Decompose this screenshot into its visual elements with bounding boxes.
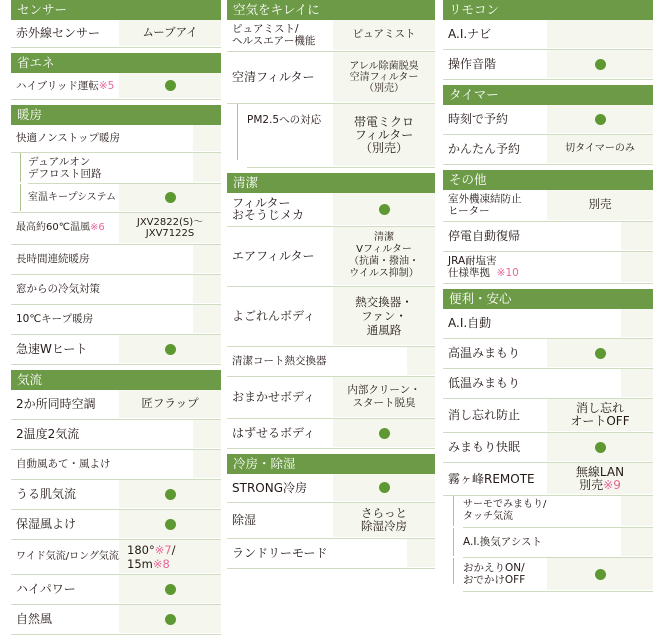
spec-value <box>119 540 221 573</box>
section-timer <box>443 85 653 165</box>
footnote-mark: ※10 <box>496 267 519 279</box>
spec-value: 熱交換器・ ファン・ 通風路 <box>355 295 413 337</box>
spec-label <box>227 104 333 166</box>
filled-circle-icon <box>379 428 390 439</box>
spec-value: JXV2822(S)～ JXV7122S <box>136 217 204 239</box>
spec-label: 赤外線センサー <box>11 20 119 46</box>
spec-row <box>11 245 221 275</box>
spec-value: 清潔 Vフィルター （抗菌・撥油・ ウイルス抑制） <box>349 232 419 279</box>
spec-row <box>227 474 435 503</box>
section-clean-air <box>227 0 435 168</box>
filled-circle-icon <box>595 348 606 359</box>
spec-label: 操作音階 <box>443 50 547 78</box>
spec-row <box>227 503 435 539</box>
spec-row <box>11 125 221 153</box>
spec-label: 保湿風よけ <box>11 510 119 538</box>
value-text: 別売 <box>579 477 604 492</box>
label-text: PM2.5への対応 <box>247 114 322 126</box>
filled-circle-icon <box>165 519 176 530</box>
spec-row <box>227 20 435 52</box>
section-heating <box>11 105 221 365</box>
column-3 <box>443 0 653 592</box>
spec-label: 室外機凍結防止 ヒーター <box>443 190 547 220</box>
spec-label: 長時間連続暖房 <box>11 245 193 273</box>
spec-value <box>547 463 653 494</box>
spec-row <box>11 305 221 335</box>
spec-row <box>443 135 653 165</box>
section-convenience <box>443 289 653 592</box>
section-sensor <box>11 0 221 48</box>
label-text: JRA耐塩害 仕様準拠 <box>448 255 497 279</box>
spec-value: 切タイマーのみ <box>565 143 635 155</box>
spec-row <box>443 558 653 592</box>
spec-value <box>547 558 653 590</box>
spec-label: 2温度2気流 <box>11 420 193 448</box>
value-line: 無線LAN <box>575 464 625 479</box>
spec-value <box>119 575 221 603</box>
spec-row <box>11 153 221 184</box>
filled-circle-icon <box>379 204 390 215</box>
spec-row <box>443 105 653 135</box>
spec-value <box>119 73 221 98</box>
spec-value <box>333 474 435 501</box>
spec-row <box>443 252 653 284</box>
spec-label: 10℃キープ暖房 <box>11 305 193 333</box>
filled-circle-icon <box>165 584 176 595</box>
spec-row <box>11 540 221 575</box>
spec-value <box>547 50 653 78</box>
section-title-energy: 省エネ <box>11 53 221 73</box>
label-text: デュアルオン デフロスト回路 <box>28 155 102 180</box>
spec-value <box>547 433 653 461</box>
value-line <box>127 557 170 571</box>
label-text: 室温キープシステム <box>28 191 117 203</box>
spec-label: みまもり快眠 <box>443 433 547 461</box>
spec-row <box>11 510 221 540</box>
spec-value <box>333 419 435 447</box>
filled-circle-icon <box>165 80 176 91</box>
value-line <box>579 479 621 492</box>
footnote-mark: ※7 <box>154 542 172 557</box>
spec-row <box>227 419 435 449</box>
spec-row <box>443 339 653 369</box>
spec-label: 消し忘れ防止 <box>443 399 547 431</box>
spec-label: 停電自動復帰 <box>443 222 621 250</box>
spec-value <box>119 184 221 211</box>
label-text: サーモでみまもり/ タッチ気流 <box>463 499 547 522</box>
spec-label: STRONG冷房 <box>227 474 333 501</box>
spec-row <box>11 575 221 605</box>
section-title-clean-air: 空気をキレイに <box>227 0 435 20</box>
spec-label: ワイド気流/ロング気流 <box>11 540 119 573</box>
filled-circle-icon <box>165 614 176 625</box>
spec-row <box>11 605 221 635</box>
spec-row <box>443 50 653 80</box>
filled-circle-icon <box>595 114 606 125</box>
spec-value: 匠フラップ <box>141 396 199 411</box>
spec-value <box>119 510 221 538</box>
column-1 <box>11 0 221 635</box>
filled-circle-icon <box>595 59 606 70</box>
spec-label: フィルター おそうじメカ <box>227 193 333 225</box>
spec-label: おまかせボディ <box>227 377 333 417</box>
spec-row <box>11 335 221 365</box>
spec-value: アレル除菌脱臭 空清フィルター （別売） <box>349 60 419 94</box>
section-title-airflow: 気流 <box>11 370 221 390</box>
spec-value: 帯電ミクロ フィルター （別売） <box>353 114 414 155</box>
label-text: おかえりON/ おでかけOFF <box>463 562 526 586</box>
spec-row <box>443 190 653 222</box>
spec-value <box>333 193 435 225</box>
spec-label: 自然風 <box>11 605 119 633</box>
spec-label: 快適ノンストップ暖房 <box>11 125 193 151</box>
spec-label <box>11 153 193 182</box>
section-title-cleanliness: 清潔 <box>227 173 435 193</box>
section-energy <box>11 53 221 100</box>
spec-label: 清潔コート熱交換器 <box>227 347 407 375</box>
spec-label: 空清フィルター <box>227 52 333 102</box>
spec-value <box>119 605 221 633</box>
spec-label: A.I.ナビ <box>443 20 547 48</box>
spec-row <box>443 369 653 399</box>
spec-row <box>443 528 653 558</box>
spec-label: ピュアミスト/ ヘルスエアー機能 <box>227 20 333 50</box>
spec-value: さらっと 除湿冷房 <box>361 506 407 533</box>
spec-row <box>11 184 221 213</box>
spec-row <box>443 496 653 528</box>
value-text: 180° <box>127 542 155 557</box>
spec-label: 窓からの冷気対策 <box>11 275 193 303</box>
spec-row <box>11 480 221 510</box>
section-cool-dry <box>227 454 435 569</box>
section-title-convenience: 便利・安心 <box>443 289 653 309</box>
spec-value: ピュアミスト <box>352 28 416 41</box>
spec-row <box>227 52 435 104</box>
spec-row <box>227 287 435 347</box>
spec-row <box>11 390 221 420</box>
spec-label: エアフィルター <box>227 227 333 285</box>
spec-label <box>443 558 547 590</box>
spec-value: 消し忘れ オートOFF <box>570 401 630 428</box>
spec-label <box>443 528 621 556</box>
filled-circle-icon <box>595 569 606 580</box>
spec-label: 急速Wヒート <box>11 335 119 363</box>
spec-label: はずせるボディ <box>227 419 333 447</box>
section-title-cool-dry: 冷房・除湿 <box>227 454 435 474</box>
spec-label <box>443 496 621 526</box>
label-text: ハイブリッド運転 <box>16 79 99 92</box>
spec-row <box>443 222 653 252</box>
section-cleanliness <box>227 173 435 449</box>
value-text: 15m <box>127 556 153 571</box>
spec-label: 自動風あて・風よけ <box>11 450 193 478</box>
spec-row <box>227 193 435 227</box>
spec-label: 低温みまもり <box>443 369 621 397</box>
label-text: 最高約60℃温風 <box>16 222 90 233</box>
spec-label: かんたん予約 <box>443 135 547 163</box>
spec-label: 時刻で予約 <box>443 105 547 133</box>
filled-circle-icon <box>165 489 176 500</box>
spec-label: 霧ヶ峰REMOTE <box>443 463 547 494</box>
spec-row <box>11 275 221 305</box>
filled-circle-icon <box>379 482 390 493</box>
spec-label <box>11 184 119 211</box>
spec-label: 高温みまもり <box>443 339 547 367</box>
spec-row <box>227 377 435 419</box>
spec-value <box>547 105 653 133</box>
spec-label: A.I.自動 <box>443 309 621 337</box>
spec-row <box>227 227 435 287</box>
footnote-mark: ※6 <box>89 222 105 233</box>
section-title-heating: 暖房 <box>11 105 221 125</box>
label-text: A.I.換気アシスト <box>463 536 543 548</box>
spec-label: 除湿 <box>227 503 333 537</box>
section-other <box>443 170 653 284</box>
value-text: / <box>171 542 176 557</box>
spec-value <box>547 339 653 367</box>
spec-row <box>11 73 221 100</box>
spec-row <box>227 539 435 569</box>
spec-label <box>443 252 621 282</box>
filled-circle-icon <box>165 192 176 203</box>
section-remote <box>443 0 653 80</box>
spec-row <box>11 20 221 48</box>
section-title-timer: タイマー <box>443 85 653 105</box>
footnote-mark: ※8 <box>152 556 170 571</box>
spec-row <box>11 420 221 450</box>
filled-circle-icon <box>165 344 176 355</box>
spec-row <box>11 450 221 480</box>
spec-value <box>547 20 653 48</box>
value-line <box>127 543 176 557</box>
spec-value: ムーブアイ <box>142 25 198 40</box>
spec-row <box>443 463 653 496</box>
section-title-remote: リモコン <box>443 0 653 20</box>
spec-label: うる肌気流 <box>11 480 119 508</box>
spec-value: 内部クリーン・ スタート脱臭 <box>347 384 421 409</box>
spec-label: 2か所同時空調 <box>11 390 119 418</box>
column-2 <box>227 0 435 569</box>
spec-value: 別売 <box>588 197 612 212</box>
spec-value <box>119 335 221 363</box>
spec-value <box>119 480 221 508</box>
spec-row <box>11 213 221 245</box>
footnote-mark: ※9 <box>603 477 621 492</box>
section-airflow <box>11 370 221 635</box>
spec-row <box>227 347 435 377</box>
footnote-mark: ※5 <box>98 79 115 92</box>
section-title-sensor: センサー <box>11 0 221 20</box>
spec-label <box>11 73 119 98</box>
spec-row <box>443 20 653 50</box>
spec-row <box>227 104 435 168</box>
spec-label <box>11 213 119 243</box>
section-title-other: その他 <box>443 170 653 190</box>
spec-label: ハイパワー <box>11 575 119 603</box>
spec-row <box>443 399 653 433</box>
spec-row <box>443 309 653 339</box>
spec-label: ランドリーモード <box>227 539 407 567</box>
spec-label: よごれんボディ <box>227 287 333 345</box>
filled-circle-icon <box>595 442 606 453</box>
spec-row <box>443 433 653 463</box>
